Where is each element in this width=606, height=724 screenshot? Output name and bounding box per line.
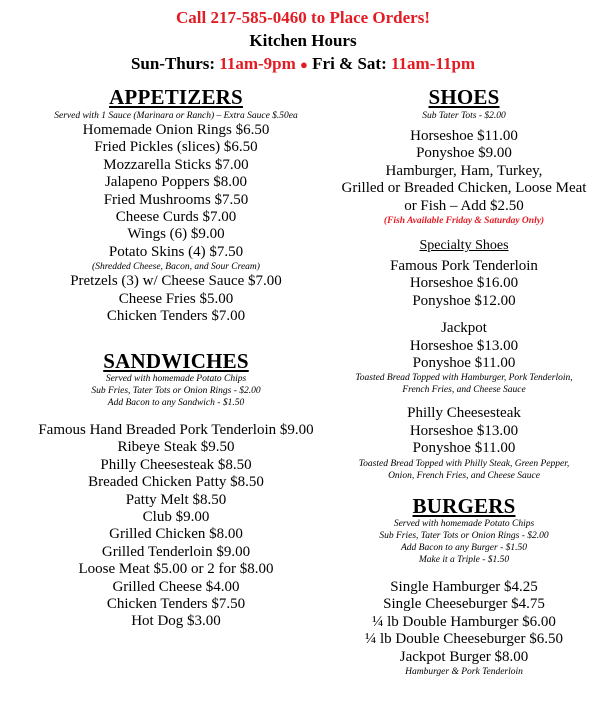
list-item: Chicken Tenders $7.00: [106, 308, 246, 325]
sandwiches-note: Sub Fries, Tater Tots or Onion Rings - $2.00: [91, 386, 261, 396]
list-item: Jalapeno Poppers $8.00: [104, 174, 248, 191]
order-phone-line: Call 217-585-0460 to Place Orders!: [176, 8, 430, 27]
list-item: Ribeye Steak $9.50: [117, 439, 235, 456]
jackpot-shoe-note: French Fries, and Cheese Sauce: [402, 385, 526, 396]
jackpot-burger-note: Hamburger & Pork Tenderloin: [405, 667, 523, 678]
tenderloin-shoe-group: [322, 258, 606, 310]
sandwiches-title: SANDWICHES: [103, 349, 249, 373]
burgers-section: [322, 494, 606, 678]
list-item: or Fish – Add $2.50: [404, 197, 524, 214]
list-item: Chicken Tenders $7.50: [106, 596, 246, 613]
kitchen-hours-line: [0, 53, 606, 75]
shoes-title: SHOES: [428, 85, 500, 109]
philly-shoe-note: Toasted Bread Topped with Philly Steak, Green Pepper,: [358, 458, 570, 469]
philly-shoe-note: Onion, French Fries, and Cheese Sauce: [388, 470, 540, 481]
list-item: Jackpot: [441, 320, 487, 337]
list-item: Grilled Chicken $8.00: [109, 526, 243, 543]
burgers-title: BURGERS: [412, 494, 516, 518]
list-item: Ponyshoe $11.00: [412, 355, 516, 372]
jackpot-shoe-note: Toasted Bread Topped with Hamburger, Pork Tenderloin,: [355, 373, 573, 384]
list-item: Philly Cheesesteak: [407, 405, 521, 422]
fish-availability-note: (Fish Available Friday & Saturday Only): [383, 216, 545, 227]
shoes-note: Sub Tater Tots - $2.00: [422, 111, 506, 121]
list-item: Famous Hand Breaded Pork Tenderloin $9.00: [38, 422, 314, 438]
sandwiches-list: [0, 422, 352, 631]
burgers-note: Sub Fries, Tater Tots or Onion Rings - $2.00: [379, 531, 549, 541]
list-item: Famous Pork Tenderloin: [390, 258, 538, 275]
bullet-icon: ●: [300, 57, 308, 72]
list-item: Single Cheeseburger $4.75: [383, 596, 545, 613]
hours-time-weekday: 11am-9pm: [219, 54, 296, 73]
burgers-note: Add Bacon to any Burger - $1.50: [400, 543, 528, 553]
list-item: Philly Cheesesteak $8.50: [100, 456, 252, 473]
shoes-list: [322, 128, 606, 215]
list-item: Grilled or Breaded Chicken, Loose Meat: [341, 180, 587, 197]
list-item: Horseshoe $13.00: [409, 337, 519, 354]
burgers-note: Make it a Triple - $1.50: [418, 555, 510, 565]
list-item: Horseshoe $13.00: [409, 422, 519, 439]
list-item: Pretzels (3) w/ Cheese Sauce $7.00: [70, 273, 282, 290]
jackpot-shoe-group: [322, 320, 606, 396]
hours-days-weekend: Fri & Sat:: [312, 54, 387, 73]
list-item: Club $9.00: [142, 509, 210, 526]
list-item: Grilled Cheese $4.00: [112, 578, 240, 595]
list-item: Cheese Curds $7.00: [115, 209, 237, 226]
list-item: Single Hamburger $4.25: [390, 579, 538, 595]
hours-time-weekend: 11am-11pm: [391, 54, 476, 73]
list-item: Fried Pickles (slices) $6.50: [94, 139, 258, 156]
appetizers-title: APPETIZERS: [109, 85, 243, 109]
appetizers-sauce-note: Served with 1 Sauce (Marinara or Ranch) – Extra Sauce $.50ea: [54, 111, 298, 121]
hours-days-weekday: Sun-Thurs:: [130, 54, 216, 73]
list-item: Homemade Onion Rings $6.50: [82, 122, 270, 138]
list-item: Fried Mushrooms $7.50: [103, 191, 249, 208]
list-item: Hot Dog $3.00: [131, 613, 221, 630]
list-item: Breaded Chicken Patty $8.50: [88, 474, 264, 491]
appetizers-section: [0, 85, 352, 325]
list-item: Cheese Fries $5.00: [118, 290, 234, 307]
list-item: Horseshoe $16.00: [409, 275, 519, 292]
potato-skins-note: (Shredded Cheese, Bacon, and Sour Cream): [92, 262, 260, 273]
list-item: ¼ lb Double Hamburger $6.00: [372, 613, 556, 630]
list-item: Mozzarella Sticks $7.00: [103, 156, 249, 173]
sandwiches-note: Add Bacon to any Sandwich - $1.50: [107, 398, 245, 408]
list-item: Ponyshoe $11.00: [412, 440, 516, 457]
list-item: Patty Melt $8.50: [125, 491, 227, 508]
burgers-note: Served with homemade Potato Chips: [393, 519, 535, 529]
appetizers-list: [0, 122, 352, 325]
burgers-list: [322, 579, 606, 678]
list-item: Jackpot Burger $8.00: [399, 648, 529, 665]
sandwiches-section: [0, 349, 352, 631]
list-item: Loose Meat $5.00 or 2 for $8.00: [78, 561, 274, 578]
list-item: Hamburger, Ham, Turkey,: [385, 162, 543, 179]
shoes-section: [322, 85, 606, 482]
list-item: Potato Skins (4) $7.50: [108, 243, 244, 260]
list-item: Wings (6) $9.00: [127, 226, 225, 243]
specialty-shoes-title: Specialty Shoes: [419, 238, 509, 254]
list-item: Ponyshoe $9.00: [416, 145, 512, 162]
list-item: Grilled Tenderloin $9.00: [101, 543, 251, 560]
kitchen-hours-heading: Kitchen Hours: [249, 31, 357, 50]
list-item: ¼ lb Double Cheeseburger $6.50: [364, 631, 564, 648]
sandwiches-note: Served with homemade Potato Chips: [105, 374, 247, 384]
philly-shoe-group: [322, 405, 606, 481]
list-item: Horseshoe $11.00: [410, 128, 518, 144]
list-item: Ponyshoe $12.00: [412, 292, 516, 309]
